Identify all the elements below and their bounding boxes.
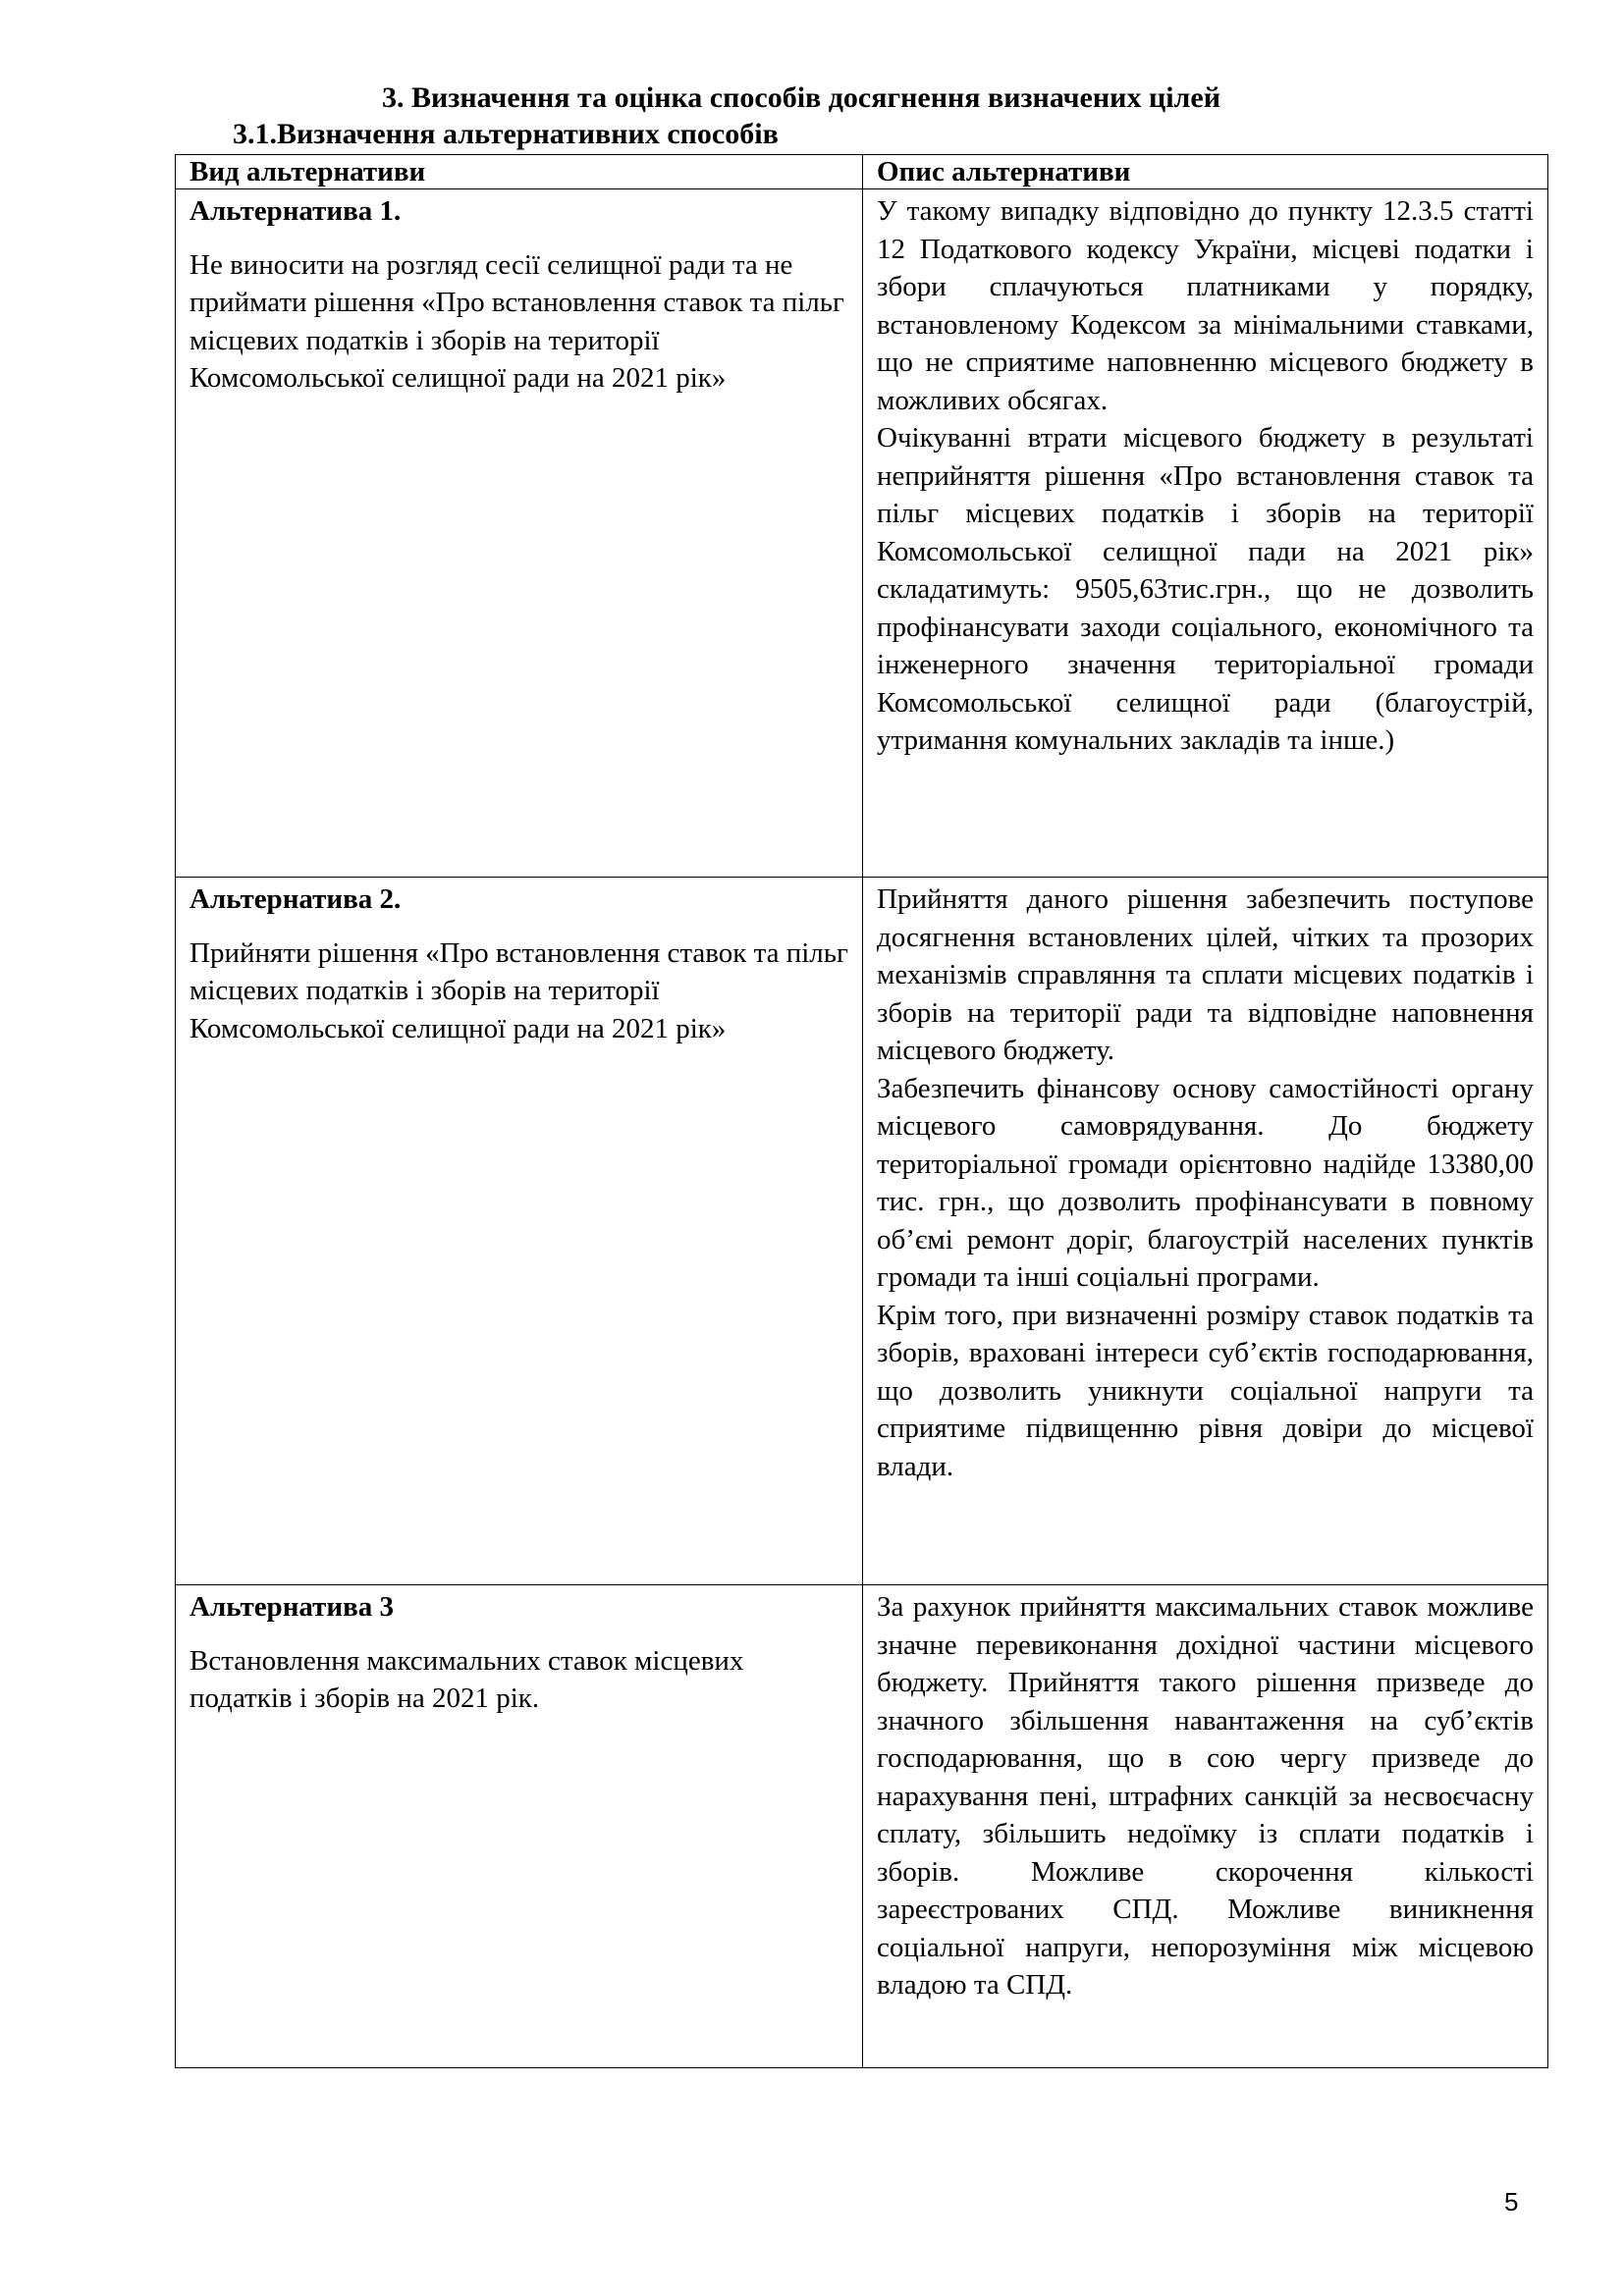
- subsection-title: 3.1.Визначення альтернативних способів: [233, 118, 779, 150]
- section-title: 3. Визначення та оцінка способів досягнення визначених цілей: [382, 81, 1220, 114]
- alternative-title: Альтернатива 3: [189, 1591, 395, 1623]
- alternative-title: Альтернатива 2.: [189, 883, 402, 915]
- alternative-title: Альтернатива 1.: [189, 195, 402, 227]
- description-paragraph: Очікуванні втрати місцевого бюджету в результаті неприйняття рішення «Про встановлення ставок та пільг місцевих податків і зборів на території Комсомольської селищної пади на 2021 рік» складатимуть: 9505,63тис.грн., що не дозволить профінансувати заходи соціального, економічного та інженерного значення територіальної громади Комсомольської селищної ради (благоустрій, утримання комунальних закладів та інше.): [877, 422, 1534, 756]
- description-paragraph: У такому випадку відповідно до пункту 12.3.5 статті 12 Податкового кодексу України, місцеві податки і збори сплачуються платниками у порядку, встановленому Кодексом за мінімальними ставками, що не сприятиме наповненню місцевого бюджету в можливих обсягах.: [877, 195, 1534, 416]
- table-header-row: [176, 155, 1548, 189]
- description-cell: [863, 1585, 1548, 2068]
- alternatives-table: [175, 154, 1548, 2068]
- alternative-text: Прийняти рішення «Про встановлення ставок та пільг місцевих податків і зборів на території Комсомольської селищної ради на 2021 рік»: [189, 936, 848, 1044]
- table-row: [176, 1585, 1548, 2068]
- alternative-cell: [176, 1585, 863, 2068]
- description-paragraph: Прийняття даного рішення забезпечить поступове досягнення встановлених цілей, чітких та прозорих механізмів справляння та сплати місцевих податків і зборів на території ради та відповідне наповнення місцевого бюджету.: [877, 883, 1534, 1066]
- alternative-text: Не виносити на розгляд сесії селищної ради та не приймати рішення «Про встановлення ставок та пільг місцевих податків і зборів на території Комсомольської селищної ради на 2021 рік»: [189, 248, 844, 394]
- alternative-cell: [176, 878, 863, 1585]
- page-number: 5: [1504, 2187, 1519, 2216]
- alternative-text: Встановлення максимальних ставок місцевих податків і зборів на 2021 рік.: [189, 1644, 744, 1714]
- header-cell-description: Опис альтернативи: [863, 155, 1548, 189]
- description-paragraph: За рахунок прийняття максимальних ставок можливе значне перевиконання дохідної частини місцевого бюджету. Прийняття такого рішення призведе до значного збільшення навантаження на суб’єктів господарювання, що в сою чергу призведе до нарахування пені, штрафних санкцій за несвоєчасну сплату, збільшить недоїмку із сплати податків і зборів. Можливе скорочення кількості зареєстрованих СПД. Можливе виникнення соціальної напруги, непорозуміння між місцевою владою та СПД.: [877, 1591, 1534, 2001]
- table-row: [176, 189, 1548, 878]
- table-row: [176, 878, 1548, 1585]
- description-cell: [863, 878, 1548, 1585]
- description-cell: [863, 189, 1548, 878]
- alternative-cell: [176, 189, 863, 878]
- description-paragraph: Забезпечить фінансову основу самостійності органу місцевого самоврядування. До бюджету територіальної громади орієнтовно надійде 13380,00 тис. грн., що дозволить профінансувати в повному об’ємі ремонт доріг, благоустрій населених пунктів громади та інші соціальні програми.: [877, 1072, 1534, 1293]
- description-paragraph: Крім того, при визначенні розміру ставок податків та зборів, враховані інтереси суб’єктів господарювання, що дозволить уникнути соціальної напруги та сприятиме підвищенню рівня довіри до місцевої влади.: [877, 1299, 1534, 1482]
- header-cell-type: Вид альтернативи: [176, 155, 863, 189]
